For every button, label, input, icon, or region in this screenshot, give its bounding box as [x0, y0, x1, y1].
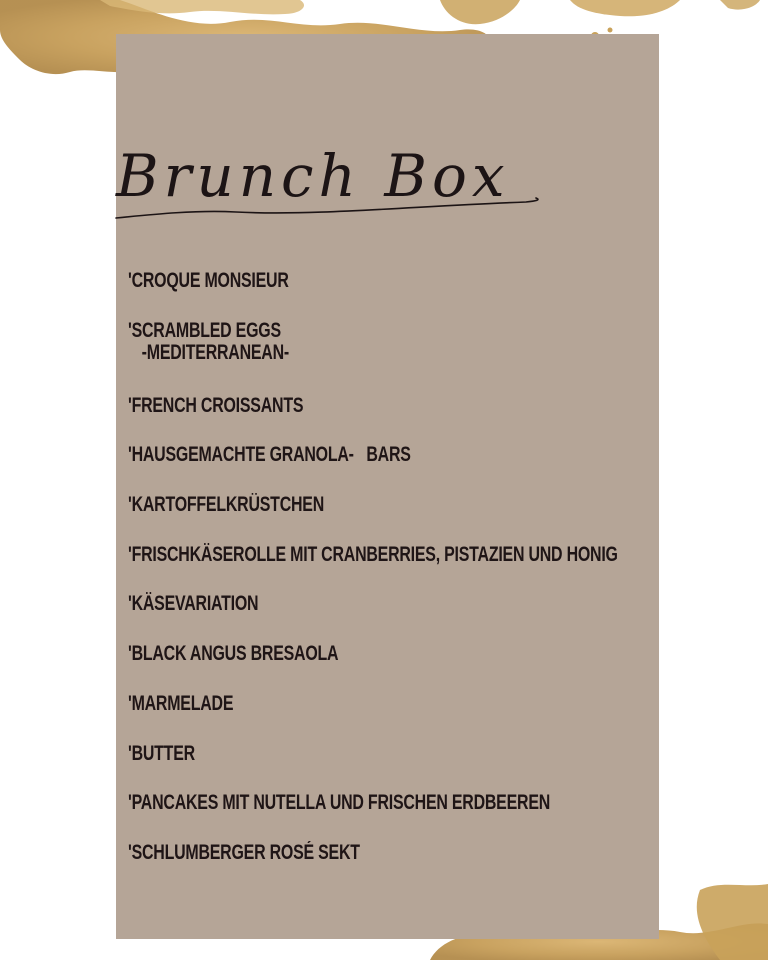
menu-item-label: 'BUTTER: [128, 741, 195, 765]
menu-item: [128, 743, 648, 793]
menu-item-label: 'KÄSEVARIATION: [128, 592, 259, 616]
menu-item: [128, 593, 648, 643]
menu-item-label: 'BLACK ANGUS BRESAOLA: [128, 642, 339, 666]
menu-list: [128, 270, 648, 892]
menu-item: [128, 494, 648, 544]
menu-item: [128, 544, 648, 594]
menu-item: [128, 842, 648, 892]
menu-item: [128, 444, 648, 494]
menu-item-label: 'HAUSGEMACHTE GRANOLA- BARS: [128, 443, 411, 467]
menu-item-label: 'CROQUE MONSIEUR: [128, 269, 289, 292]
menu-item-label: 'SCRAMBLED EGGS: [128, 318, 281, 342]
menu-item-label: 'SCHLUMBERGER ROSÉ SEKT: [128, 840, 360, 864]
menu-item: [128, 693, 648, 743]
menu-item: [128, 792, 648, 842]
menu-item-label: 'FRISCHKÄSEROLLE MIT CRANBERRIES, PISTAZIEN UND HONIG: [128, 542, 618, 566]
menu-item: [128, 395, 648, 445]
menu-item-label: 'PANCAKES MIT NUTELLA UND FRISCHEN ERDBEEREN: [128, 791, 551, 815]
menu-title: Brunch Box: [116, 142, 510, 210]
menu-item-label: 'KARTOFFELKRÜSTCHEN: [128, 493, 325, 517]
title-underline-stroke: [116, 184, 556, 224]
menu-item: [128, 270, 648, 320]
menu-item-label: 'FRENCH CROISSANTS: [128, 393, 304, 417]
menu-item-label: 'MARMELADE: [128, 691, 234, 715]
menu-item: [128, 643, 648, 693]
menu-item: [128, 320, 648, 395]
menu-card: [116, 34, 659, 939]
menu-item-sublabel: -MEDITERRANEAN-: [141, 340, 289, 364]
